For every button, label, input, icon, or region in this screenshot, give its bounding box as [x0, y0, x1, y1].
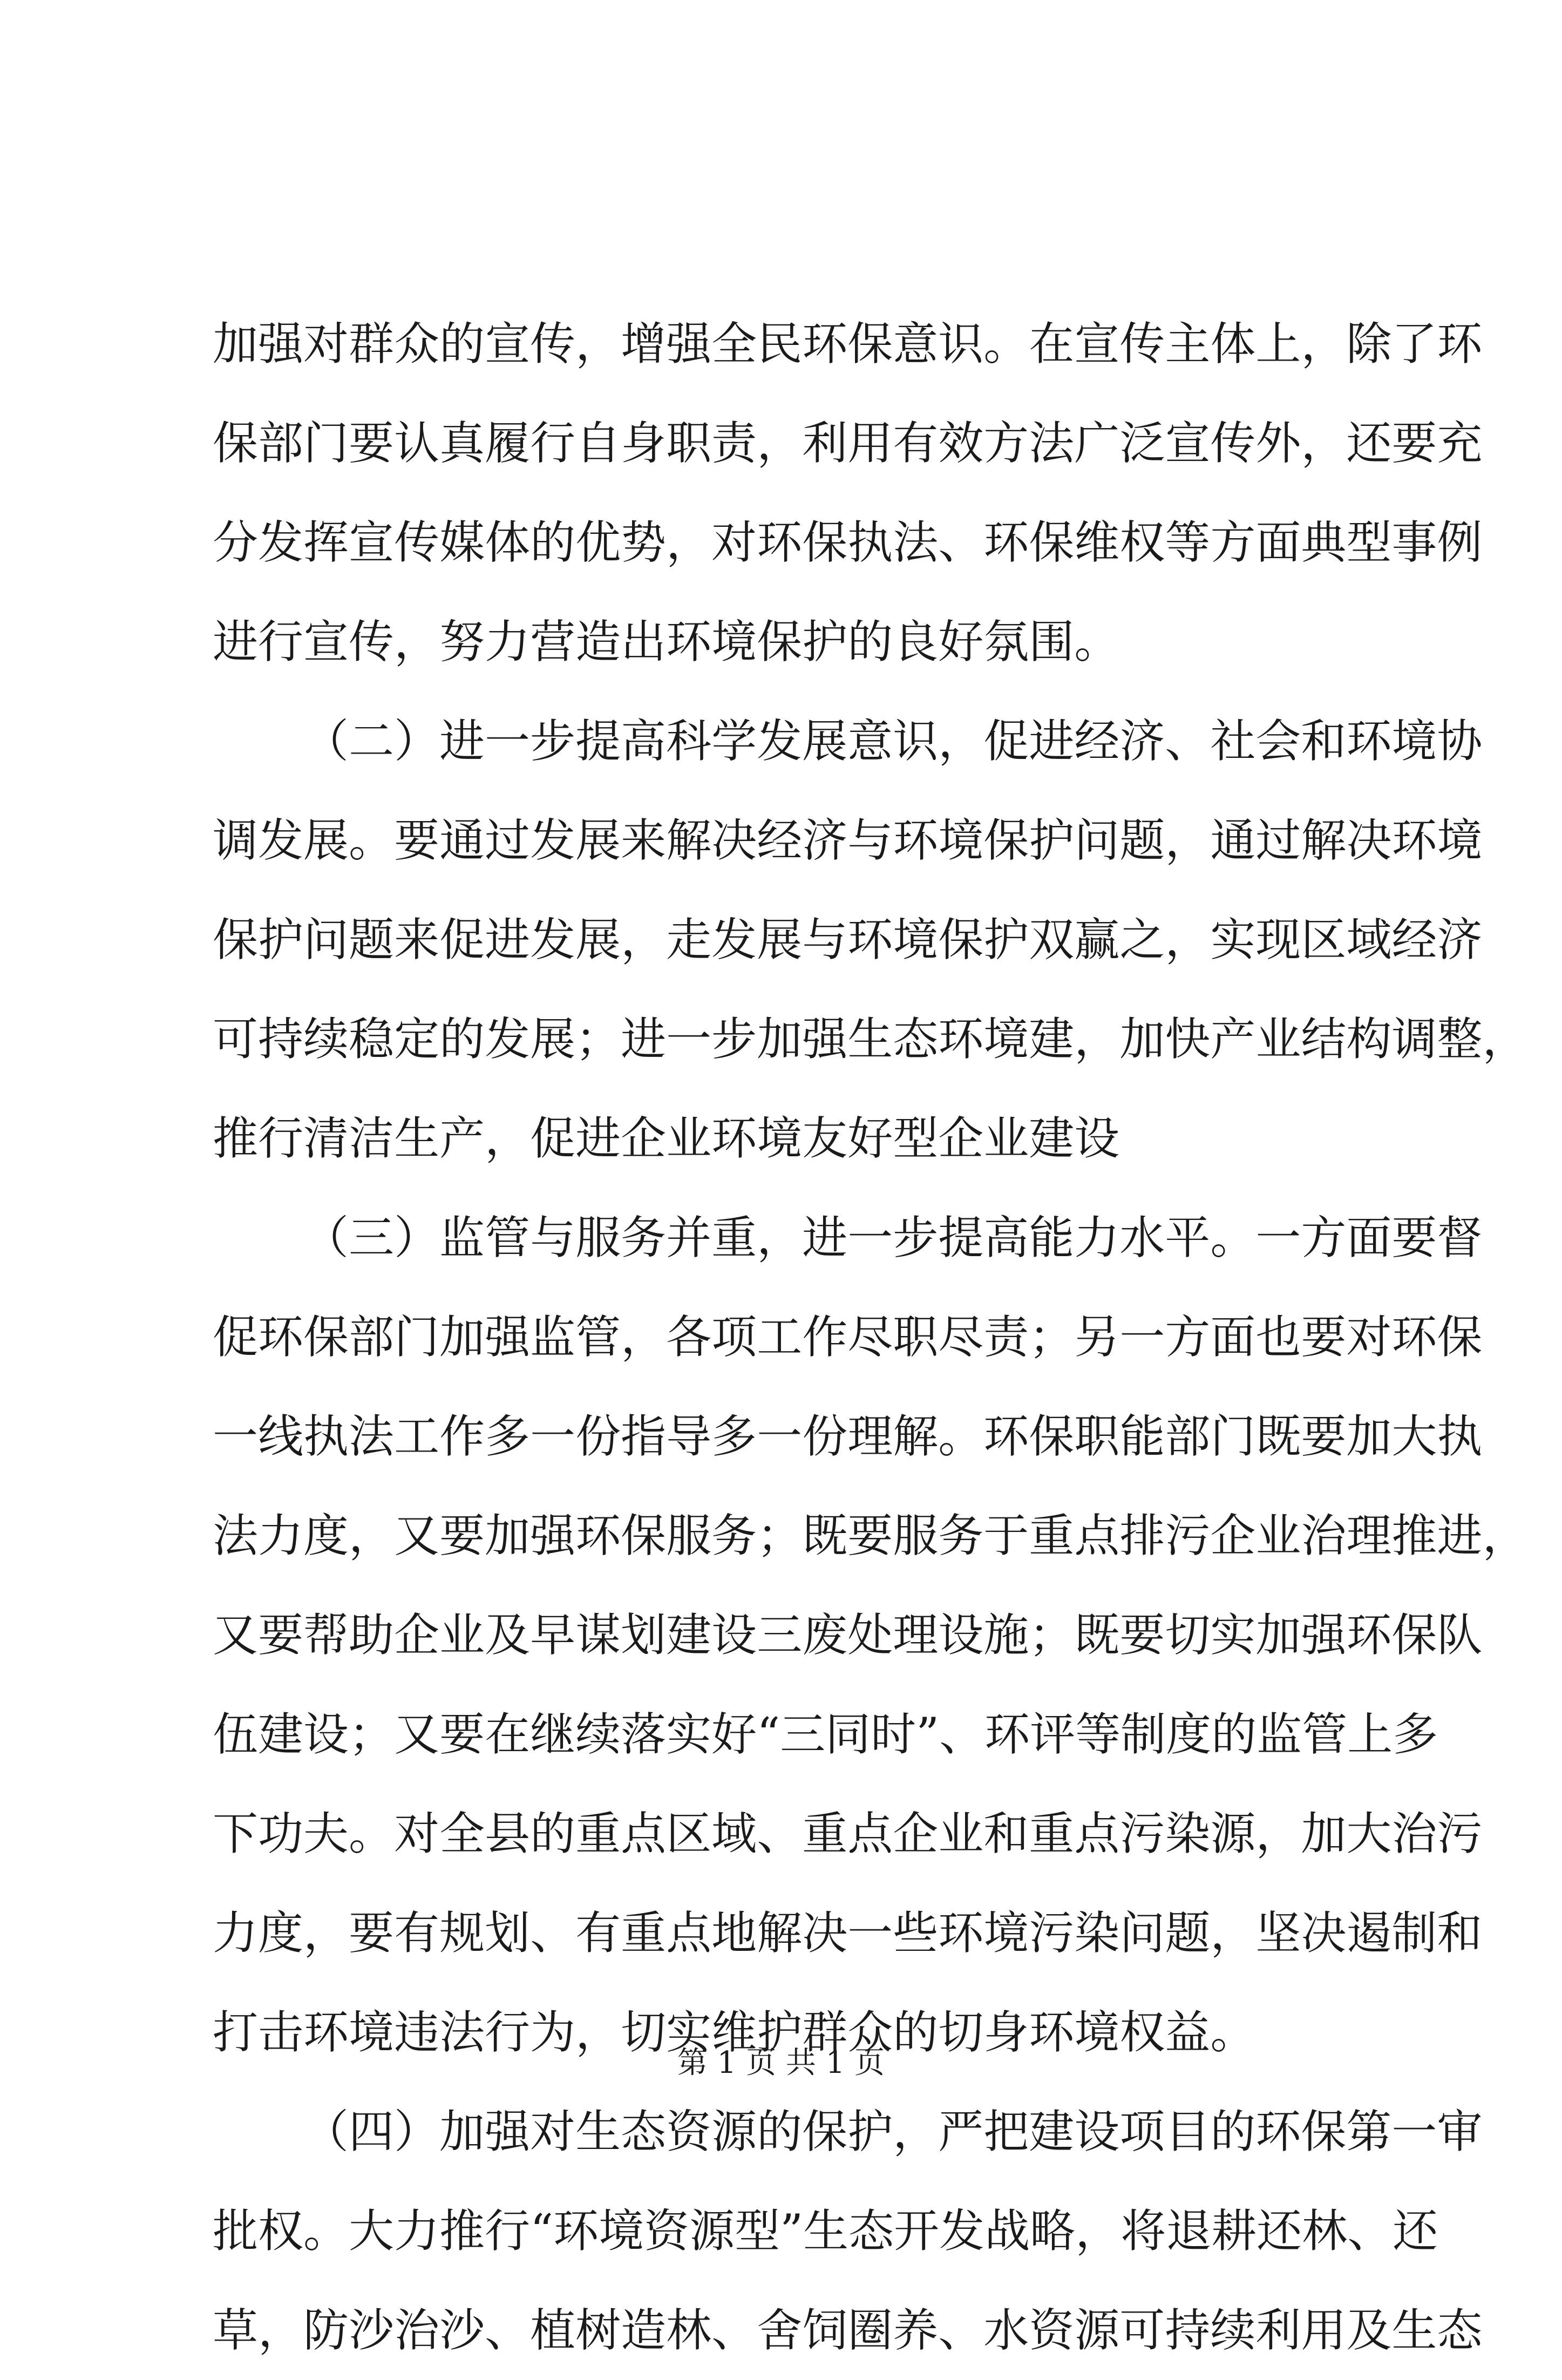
text-line: 伍 建 设 ； 又 要 在 继 续 落 实 好 “ 三 同 时 ” 、 环 评 等 制 度 的 监 管 上 多: [213, 1708, 1438, 1761]
text-line: 又 要 帮 助 企 业 及 早 谋 划 建 设 三 废 处 理 设 施 ； 既 要 切 实 加 强 环 保 队: [213, 1609, 1483, 1662]
text-line: 力 度 ， 要 有 规 划 、 有 重 点 地 解 决 一 些 环 境 污 染 问 题 ， 坚 决 遏 制 和: [213, 1907, 1483, 1959]
text-line: 下 功 夫 。 对 全 县 的 重 点 区 域 、 重 点 企 业 和 重 点 污 染 源 ， 加 大 治 污: [213, 1807, 1483, 1860]
text-line: 草 ， 防 沙 治 沙 、 植 树 造 林 、 舍 饲 圈 养 、 水 资 源 可 持 续 利 用 及 生 态: [213, 2304, 1483, 2357]
text-line: 保 护 问 题 来 促 进 发 展 ， 走 发 展 与 环 境 保 护 双 赢 之 ， 实 现 区 域 经 济: [213, 913, 1483, 966]
text-line: 加 强 对 群 众 的 宣 传 ， 增 强 全 民 环 保 意 识 。 在 宣 传 主 体 上 ， 除 了 环: [213, 317, 1483, 370]
text-line: 可 持 续 稳 定 的 发 展 ； 进 一 步 加 强 生 态 环 境 建 ， 加 快 产 业 结 构 调 整 ，: [213, 1013, 1528, 1066]
text-line: （ 三 ） 监 管 与 服 务 并 重 ， 进 一 步 提 高 能 力 水 平 。 一 方 面 要 督: [303, 1211, 1483, 1264]
text-line: 进 行 宣 传 ， 努 力 营 造 出 环 境 保 护 的 良 好 氛 围 。: [213, 615, 1120, 668]
text-line: （ 四 ） 加 强 对 生 态 资 源 的 保 护 ， 严 把 建 设 项 目 的 环 保 第 一 审: [303, 2105, 1483, 2158]
page-footer: 第 1 页 共 1 页: [677, 2045, 885, 2080]
text-line: 推 行 清 洁 生 产 ， 促 进 企 业 环 境 友 好 型 企 业 建 设: [213, 1112, 1120, 1165]
text-line: （ 二 ） 进 一 步 提 高 科 学 发 展 意 识 ， 促 进 经 济 、 社 会 和 环 境 协: [303, 715, 1483, 768]
text-line: 一 线 执 法 工 作 多 一 份 指 导 多 一 份 理 解 。 环 保 职 能 部 门 既 要 加 大 执: [213, 1410, 1483, 1463]
text-line: 打 击 环 境 违 法 行 为 ， 切 实 维 护 群 众 的 切 身 环 境 权 益 。: [213, 2006, 1256, 2059]
text-line: 保 部 门 要 认 真 履 行 自 身 职 责 ， 利 用 有 效 方 法 广 泛 宣 传 外 ， 还 要 充: [213, 417, 1483, 470]
text-line: 批 权 。 大 力 推 行 “ 环 境 资 源 型 ” 生 态 开 发 战 略 ， 将 退 耕 还 林 、 还: [213, 2205, 1438, 2257]
text-line: 法 力 度 ， 又 要 加 强 环 保 服 务 ； 既 要 服 务 于 重 点 排 污 企 业 治 理 推 进 ，: [213, 1509, 1528, 1562]
text-line: 调 发 展 。 要 通 过 发 展 来 解 决 经 济 与 环 境 保 护 问 题 ， 通 过 解 决 环 境: [213, 814, 1483, 867]
text-line: 促 环 保 部 门 加 强 监 管 ， 各 项 工 作 尽 职 尽 责 ； 另 一 方 面 也 要 对 环 保: [213, 1311, 1483, 1364]
text-line: 分 发 挥 宣 传 媒 体 的 优 势 ， 对 环 保 执 法 、 环 保 维 权 等 方 面 典 型 事 例: [213, 516, 1483, 569]
